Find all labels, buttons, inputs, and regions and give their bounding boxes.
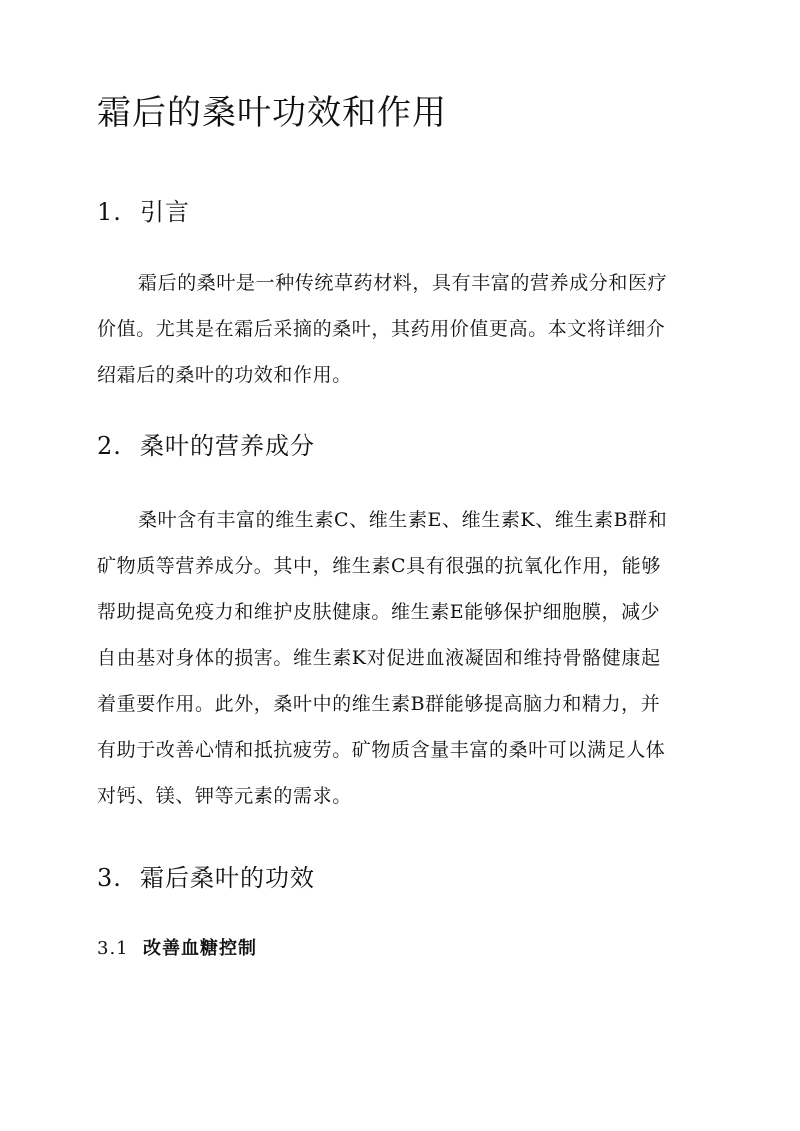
paragraph-line: 绍霜后的桑叶的功效和作用。 (97, 364, 352, 386)
paragraph-intro (97, 260, 703, 398)
paragraph-line: 着重要作用。此外，桑叶中的维生素B群能够提高脑力和精力，并 (97, 693, 661, 715)
subsection-number: 3.1 (97, 938, 129, 959)
paragraph-line: 桑叶含有丰富的维生素C、维生素E、维生素K、维生素B群和 (138, 509, 668, 531)
document-title: 霜后的桑叶功效和作用 (97, 93, 447, 133)
section-title: 桑叶的营养成分 (140, 432, 315, 460)
subsection-heading-blood-sugar (97, 936, 257, 962)
paragraph-line: 有助于改善心情和抵抗疲劳。矿物质含量丰富的桑叶可以满足人体 (97, 739, 666, 761)
section-heading-effects (97, 862, 315, 894)
paragraph-line: 帮助提高免疫力和维护皮肤健康。维生素E能够保护细胞膜，减少 (97, 601, 661, 623)
section-title: 霜后桑叶的功效 (140, 864, 315, 892)
paragraph-nutrition (97, 497, 703, 819)
paragraph-line: 对钙、镁、钾等元素的需求。 (97, 785, 352, 807)
section-number: 1. (97, 198, 122, 226)
section-number: 3. (97, 864, 122, 892)
section-heading-nutrition (97, 430, 315, 462)
paragraph-line: 价值。尤其是在霜后采摘的桑叶，其药用价值更高。本文将详细介 (97, 318, 666, 340)
subsection-title: 改善血糖控制 (143, 938, 257, 959)
paragraph-line: 矿物质等营养成分。其中，维生素C具有很强的抗氧化作用，能够 (97, 555, 661, 577)
paragraph-line: 霜后的桑叶是一种传统草药材料，具有丰富的营养成分和医疗 (138, 272, 668, 294)
section-number: 2. (97, 432, 122, 460)
section-title: 引言 (140, 198, 190, 226)
paragraph-line: 自由基对身体的损害。维生素K对促进血液凝固和维持骨骼健康起 (97, 647, 661, 669)
section-heading-intro (97, 196, 190, 228)
